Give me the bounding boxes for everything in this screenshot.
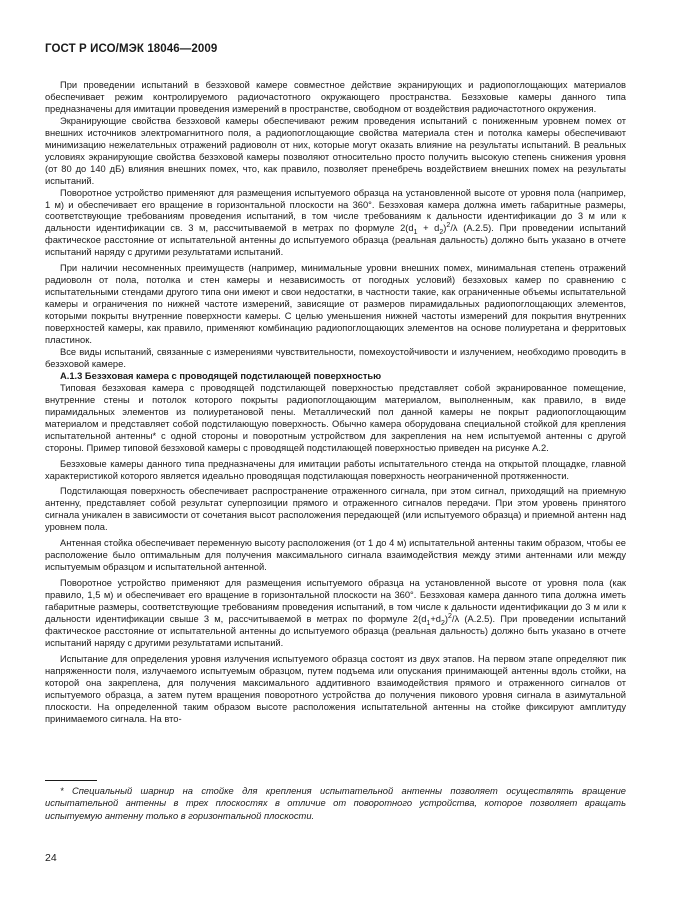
footnote: * Специальный шарнир на стойке для крепления испытательной антенны позволяет осуществлять вращение испытательной антенны в трех плоскостях в отличие от поворотного устройства, которое позволяет вращать испытуемую антенну только в горизонтальной плоскости. [45, 786, 626, 821]
paragraph-text: Поворотное устройство применяют для размещения испытуемого образца на установленной высоте от уровня пола (как правило, 1,5 м) и обеспечивает его вращение в горизонтальной плоскости на 360°. Безэховая камера данного типа должна иметь габаритные размеры, соответствующие требованиям проведения испытаний, в том числе к дальности идентификации до 3 м или к дальности идентификации свыше 3 м, рассчитываемой в метрах по формуле [45, 578, 626, 624]
page-header: ГОСТ Р ИСО/МЭК 18046—2009 [45, 43, 218, 55]
paragraph: Антенная стойка обеспечивает переменную высоту расположения (от 1 до 4 м) испытательной антенны таким образом, чтобы ее расположение было оптимальным для получения максимального сигнала взаимодействия между этими антеннами или между испытуемым образцом и испытательной антенной. [45, 538, 626, 573]
paragraph [45, 188, 626, 260]
body-text [45, 80, 626, 726]
formula: $2(d_1 + d_2)^2/\lambda$ [400, 222, 458, 237]
section-heading: А.1.3 Безэховая камера с проводящей подстилающей поверхностью [60, 370, 382, 381]
paragraph: Экранирующие свойства безэховой камеры обеспечивают режим проведения испытаний с пониженным уровнем помех от внешних источников электромагнитного поля, а радиопоглощающие свойства материала стен и потолка камеры обеспечивают минимизацию нежелательных отражений радиоволн от них, которые могут оказать влияние на результаты испытаний. В реальных условиях экранирующие свойства безэховой камеры позволяют относительно просто получить высокую степень снижения уровня (от 80 до 140 дБ) влияния внешних помех, что, как правило, позволяет пренебречь воздействием внешних помех на результаты испытаний. [45, 115, 626, 186]
paragraph: При проведении испытаний в безэховой камере совместное действие экранирующих и радиопоглощающих материалов обеспечивает режим контролируемого радиочастотного окружающего пространства. Безэховые камеры данного типа предназначены для имитации проведения измерений в пространстве, свободном от воздействия радиочастотного окружения. [45, 80, 626, 114]
paragraph-text: (A.2.5). При проведении испытаний фактическое расстояние от испытательной антенны до испытуемого образца (реальная дальность) должно быть указано в отчете испытаний наряду с другими результатами испытаний. [45, 223, 626, 258]
paragraph: Типовая безэховая камера с проводящей подстилающей поверхностью представляет собой экранированное помещение, внутренние стены и потолок которого покрыты радиопоглощающим материалом, выполненным, как правило, в виде пирамидальных элементов из полиуретановой пены. Металлический пол данной камеры не покрыт радиопоглощающим материалом и представляет собой подстилающую поверхность. Обычно камера оборудована специальной стойкой для крепления испытательной антенны* с одной стороны и поворотным устройством для закрепления на нем испытуемой антенны с другой стороны. Пример типовой безэховой камеры с проводящей подстилающей поверхностью приведен на рисунке А.2. [45, 382, 626, 453]
footnote-divider [45, 780, 97, 781]
paragraph: Подстилающая поверхность обеспечивает распространение отраженного сигнала, при этом сигнал, приходящий на приемную антенну, представляет собой результат суперпозиции прямого и отраженного сигналов передачи. При этом уровень принятого сигнала уникален в зависимости от сочетания высот расположения передающей (или испытуемого образца) и приемной антенн над уровнем пола. [45, 486, 626, 533]
paragraph: Испытание для определения уровня излучения испытуемого образца состоят из двух этапов. На первом этапе определяют пик напряженности поля, излучаемого испытуемым образцом, путем подъема или опускания принимающей антенны вдоль стойки, на которой она закреплена, для получения максимального аддитивного взаимодействия прямого и отраженного сигналов от испытуемого образца, а затем путем вращения поворотного устройства до получения пикового уровня сигнала в азимутальной плоскости. На определенной таким образом высоте расположения испытательной антенны на стойке фиксируют амплитуду принимаемого сигнала. На вто- [45, 653, 626, 724]
paragraph [45, 578, 626, 650]
paragraph: При наличии несомненных преимуществ (например, минимальные уровни внешних помех, минимальная степень отражений радиоволн от пола, потолка и стен камеры и независимость от погодных условий) безэховых камер по сравнению с испытательными стендами другого типа они имеют и свои недостатки, в частности такие, как ограниченные объемы испытательной камеры и ограничения по нижней частоте измерений, зависящие от размеров пирамидальных радиопоглощающих элементов, которыми покрыты внутренние поверхности камеры. С целью уменьшения нижней частоты измерений для покрытия внутренних поверхностей камеры, как правило, применяют комбинацию радиопоглощающих элементов на основе полиуретана и ферритовых пластинок. [45, 263, 626, 346]
paragraph-text: Поворотное устройство применяют для размещения испытуемого образца на установленной высоте от уровня пола (например, 1 м) и обеспечивает его вращение в горизонтальной плоскости на 360°. Безэховая камера должна иметь габаритные размеры, соответствующие требованиям проведения испытаний, в том числе требованиям к дальности идентификации до 3 м или к дальности идентификации св. 3 м, рассчитываемой в метрах по формуле [45, 187, 626, 234]
paragraph: Безэховые камеры данного типа предназначены для имитации работы испытательного стенда на открытой площадке, главной характеристикой которого является идеально проводящая подстилающая поверхность неограниченной протяженности. [45, 458, 626, 481]
formula: $2(d_1+d_2)^2/\lambda$ [412, 612, 460, 627]
paragraph: Все виды испытаний, связанные с измерениями чувствительности, помехоустойчивости и излучением, необходимо проводить в безэховой камере. [45, 346, 626, 369]
paragraph-text: (A.2.5). При проведении испытаний фактическое расстояние от испытательной антенны до испытуемого образца (реальная дальность) должно быть указано в отчете испытаний наряду с другими результатами испытаний. [45, 613, 626, 648]
page-number: 24 [45, 852, 57, 864]
